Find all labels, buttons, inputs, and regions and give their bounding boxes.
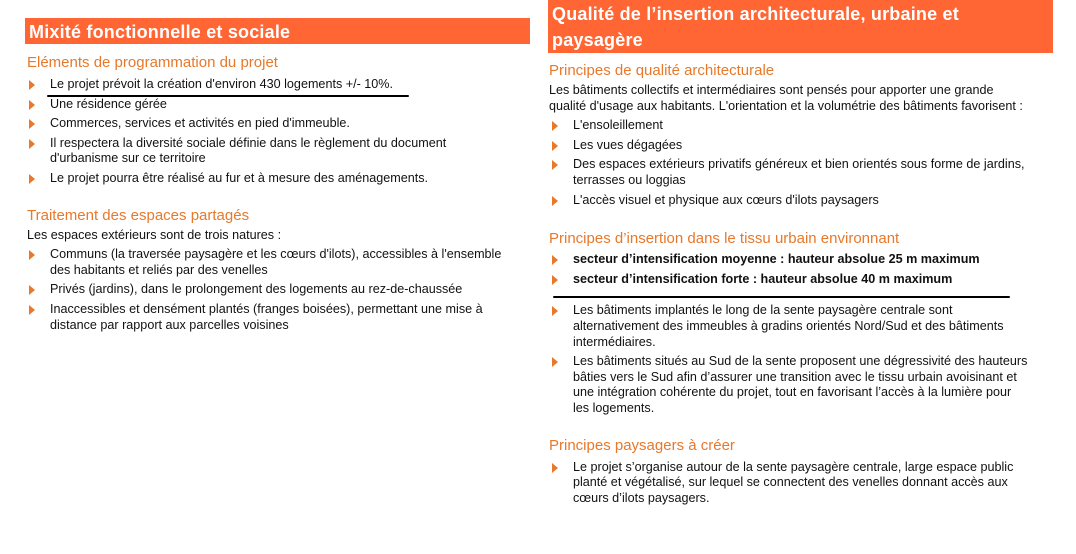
right-column	[548, 0, 1053, 510]
list-item: Il respectera la diversité sociale définie dans le règlement du document d'urbanisme sur ce territoire	[25, 136, 505, 167]
list-item: L'accès visuel et physique aux cœurs d'ilots paysagers	[548, 193, 1048, 209]
bullet-arrow-icon	[29, 174, 35, 184]
bullet-arrow-icon	[29, 100, 35, 110]
list-item: Commerces, services et activités en pied d'immeuble.	[25, 116, 505, 132]
hand-drawn-underline	[47, 95, 409, 97]
list-item: Le projet pourra être réalisé au fur et à mesure des aménagements.	[25, 171, 505, 187]
height-limits-list	[548, 252, 1053, 287]
intro-text: Les bâtiments collectifs et intermédiaires sont pensés pour apporter une grande qualité d'usage aux habitants. L'orientation et la volumétrie des bâtiments favorisent :	[549, 83, 1023, 113]
shared-spaces-list	[25, 247, 525, 333]
landscape-list	[548, 460, 1028, 507]
list-item: Privés (jardins), dans le prolongement des logements au rez-de-chaussée	[25, 282, 525, 298]
list-item: Les bâtiments situés au Sud de la sente proposent une dégressivité des hauteurs bâties vers le Sud afin d’assurer une transition avec le tissu urbain avoisinant et une intégration cohérente du projet, tout en favorisant l’accès à la lumière pour les logements.	[548, 354, 1028, 416]
bullet-arrow-icon	[29, 119, 35, 129]
subsection-title: Eléments de programmation du projet	[27, 54, 278, 71]
list-item: Le projet prévoit la création d'environ 430 logements +/- 10%.	[25, 77, 505, 93]
bullet-arrow-icon	[552, 121, 558, 131]
bullet-arrow-icon	[29, 80, 35, 90]
list-item: L'ensoleillement	[548, 118, 1048, 134]
bullet-arrow-icon	[29, 250, 35, 260]
bullet-arrow-icon	[552, 275, 558, 285]
section-header: Mixité fonctionnelle et sociale	[25, 18, 530, 44]
list-item: Le projet s’organise autour de la sente paysagère centrale, large espace public planté et végétalisé, sur lequel se connectent des venelles donnant accès aux cœurs d’ilots paysagers.	[548, 460, 1028, 507]
subsection-title: Principes d’insertion dans le tissu urbain environnant	[549, 230, 900, 248]
left-column	[25, 18, 530, 337]
list-item: secteur d’intensification moyenne : hauteur absolue 25 m maximum	[548, 252, 1053, 268]
bullet-arrow-icon	[552, 141, 558, 151]
bullet-arrow-icon	[552, 463, 558, 473]
bullet-arrow-icon	[552, 306, 558, 316]
bullet-arrow-icon	[29, 285, 35, 295]
bullet-arrow-icon	[552, 196, 558, 206]
list-item: secteur d’intensification forte : hauteur absolue 40 m maximum	[548, 272, 1053, 288]
list-item: Inaccessibles et densément plantés (franges boisées), permettant une mise à distance par rapport aux parcelles voisines	[25, 302, 525, 333]
programming-list	[25, 77, 505, 187]
list-item: Les bâtiments implantés le long de la sente paysagère centrale sont alternativement des immeubles à gradins orientés Nord/Sud et des bâtiments intermédiaires.	[548, 303, 1028, 350]
bullet-arrow-icon	[552, 357, 558, 367]
intro-text: Les espaces extérieurs sont de trois natures :	[27, 227, 282, 242]
list-item: Une résidence gérée	[25, 97, 505, 113]
bullet-arrow-icon	[552, 255, 558, 265]
subsection-title: Principes paysagers à créer	[549, 436, 735, 454]
hand-drawn-underline	[553, 296, 1010, 298]
subsection-title: Traitement des espaces partagés	[27, 206, 250, 224]
insertion-list	[548, 303, 1028, 416]
architecture-list	[548, 118, 1048, 208]
list-item: Les vues dégagées	[548, 138, 1048, 154]
list-item: Communs (la traversée paysagère et les cœurs d'ilots), accessibles à l'ensemble des habitants et reliés par des venelles	[25, 247, 525, 278]
subsection-title: Principes de qualité architecturale	[549, 62, 775, 79]
bullet-arrow-icon	[29, 139, 35, 149]
list-item: Des espaces extérieurs privatifs généreux et bien orientés sous forme de jardins, terrasses ou loggias	[548, 157, 1048, 188]
bullet-arrow-icon	[29, 305, 35, 315]
section-header: Qualité de l’insertion architecturale, urbaine et paysagère	[548, 0, 1053, 53]
bullet-arrow-icon	[552, 160, 558, 170]
